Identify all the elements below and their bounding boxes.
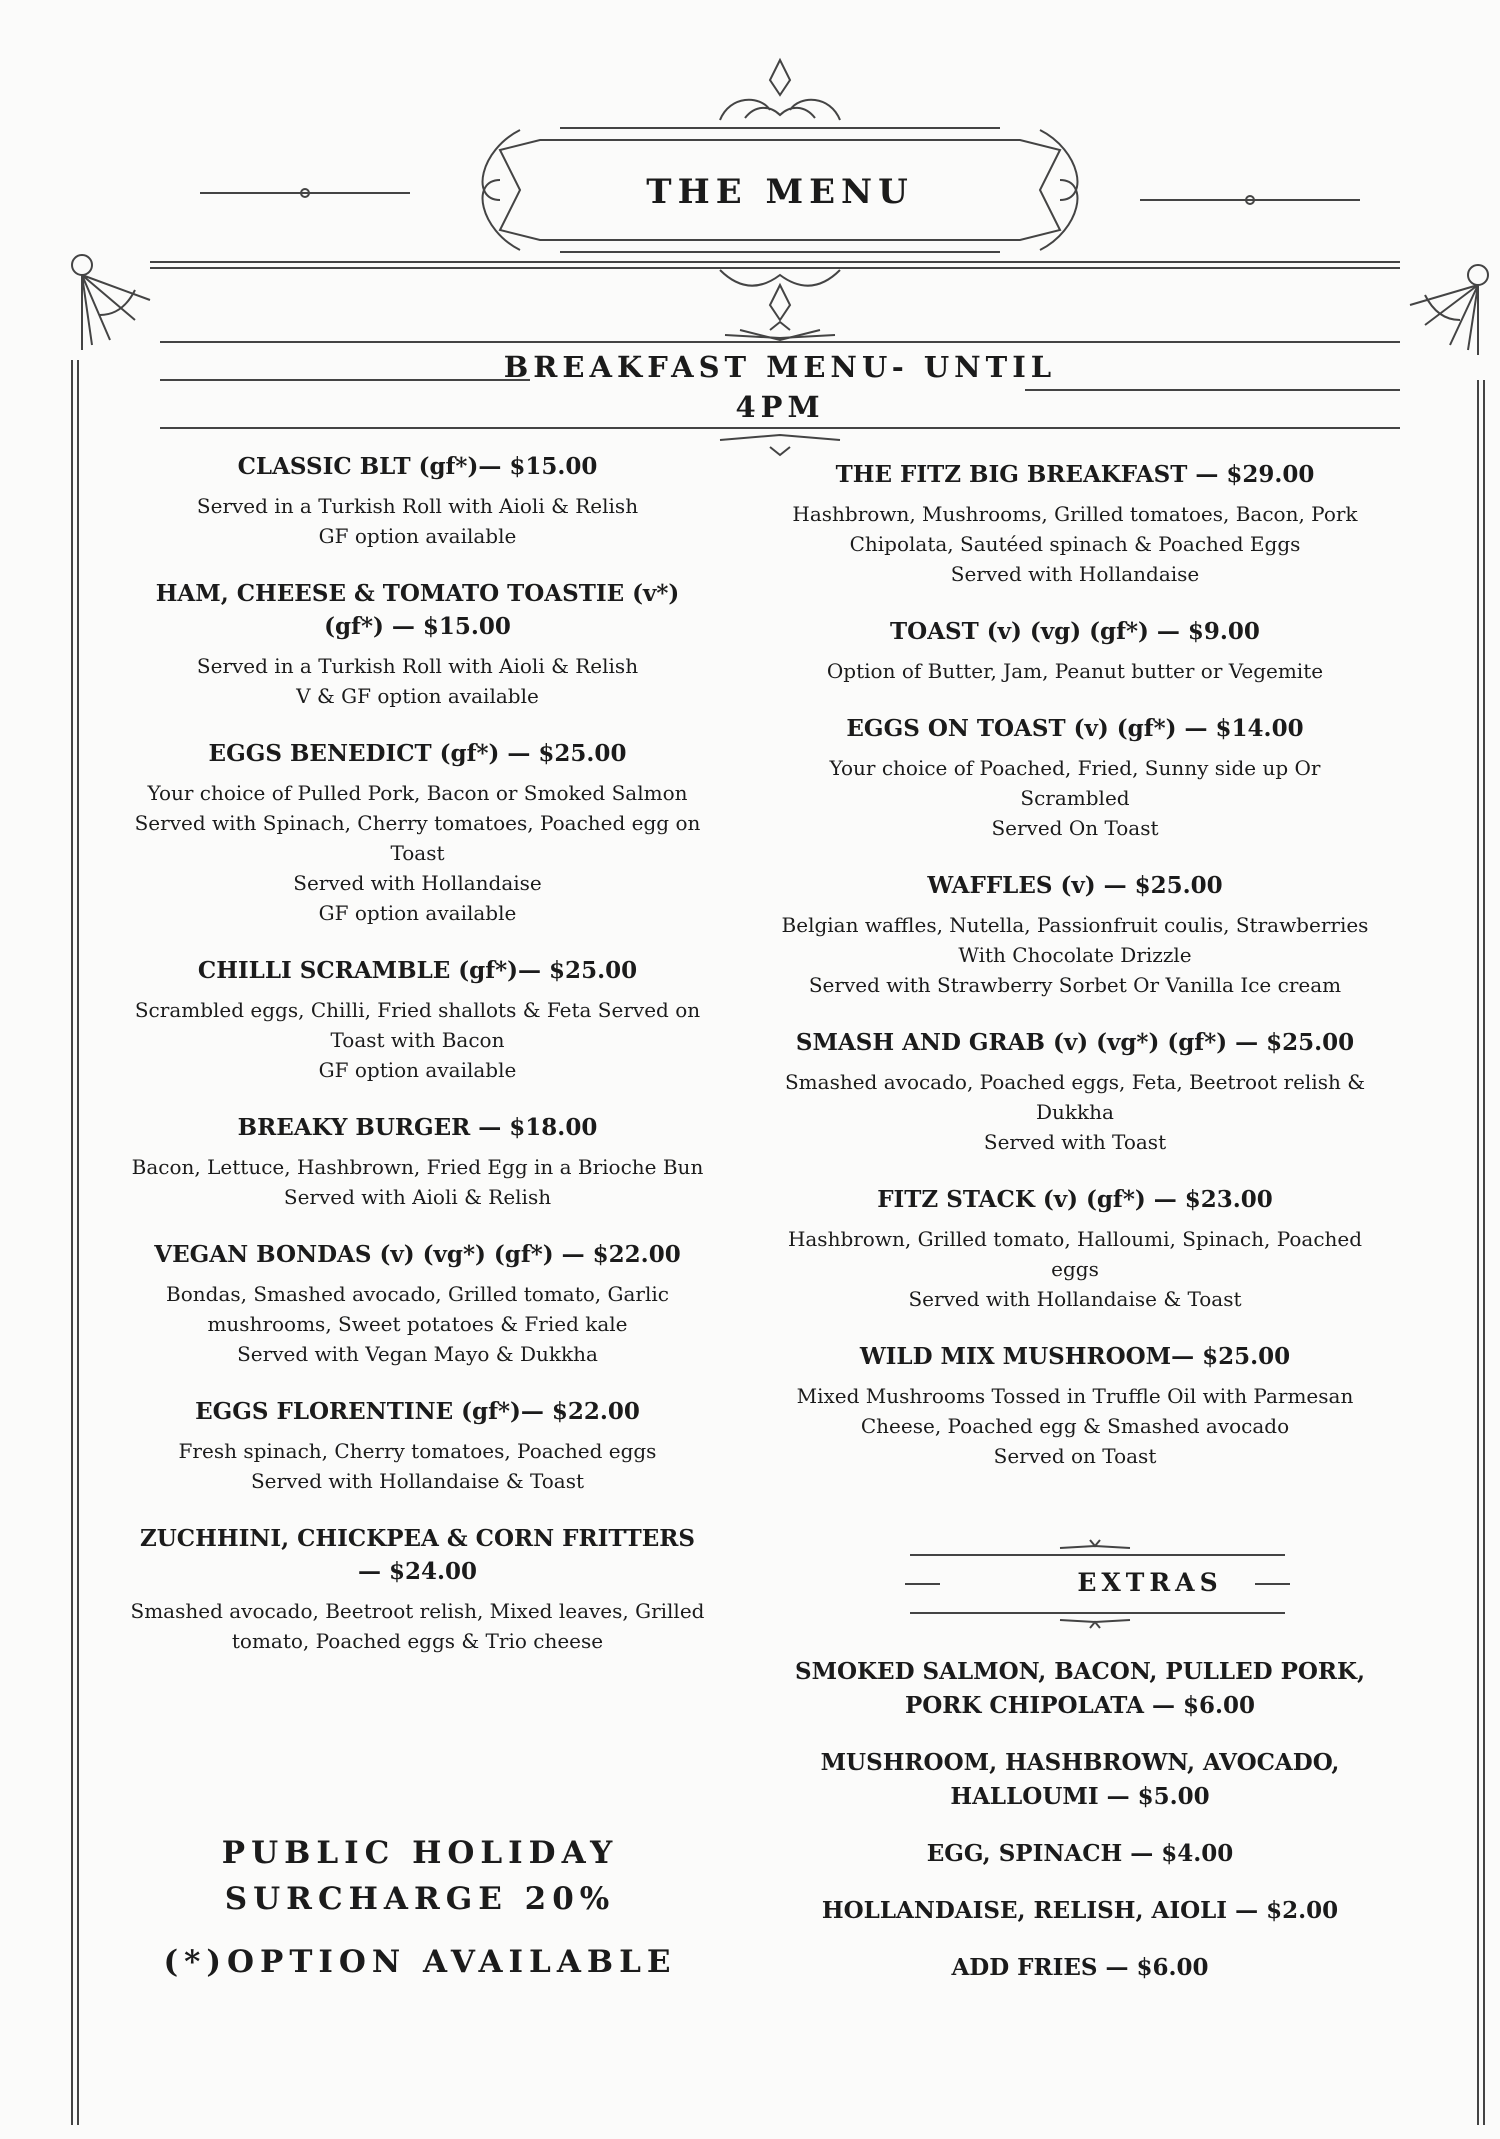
subtitle-line-2: 4PM (735, 390, 825, 424)
menu-item-description-line: Served with Hollandaise & Toast (908, 1287, 1242, 1311)
menu-item (775, 458, 1375, 589)
extra-item: MUSHROOM, HASHBROWN, AVOCADO, HALLOUMI — $5.00 (820, 1749, 1340, 1810)
menu-item-description-line: Your choice of Pulled Pork, Bacon or Smoked Salmon (147, 781, 688, 805)
menu-item-description-line: Served with Hollandaise (293, 871, 542, 895)
menu-item-name: EGGS FLORENTINE (gf*)— $22.00 (195, 1398, 640, 1425)
menu-item-description-line: Bondas, Smashed avocado, Grilled tomato, Garlic mushrooms, Sweet potatoes & Fried kale (166, 1282, 669, 1336)
menu-item (775, 869, 1375, 1000)
menu-item (130, 1395, 705, 1496)
menu-item-name: EGGS ON TOAST (v) (gf*) — $14.00 (846, 715, 1304, 742)
menu-item-description-line: Served with Hollandaise & Toast (250, 1469, 585, 1493)
section-subtitle (0, 347, 1500, 427)
menu-item-description-line: GF option available (318, 524, 517, 548)
menu-item-name: WAFFLES (v) — $25.00 (927, 872, 1223, 899)
menu-item (130, 450, 705, 551)
menu-item (130, 577, 705, 711)
menu-item-name: EGGS BENEDICT (gf*) — $25.00 (208, 740, 627, 767)
menu-item-description-line: Served with Aioli & Relish (283, 1185, 552, 1209)
menu-item-description (130, 1596, 705, 1656)
menu-item-description-line: Option of Butter, Jam, Peanut butter or Vegemite (826, 659, 1324, 683)
menu-item (130, 954, 705, 1085)
surcharge-notice (140, 1830, 700, 1922)
menu-item-description-line: V & GF option available (296, 684, 539, 708)
menu-item-description-line: Served in a Turkish Roll with Aioli & Relish (196, 494, 639, 518)
menu-item-description (130, 778, 705, 928)
menu-item-name: VEGAN BONDAS (v) (vg*) (gf*) — $22.00 (154, 1241, 681, 1268)
menu-item (130, 737, 705, 928)
menu-item-description-line: Hashbrown, Mushrooms, Grilled tomatoes, Bacon, Pork Chipolata, Sautéed spinach & Poached Eggs (792, 502, 1358, 556)
menu-item (130, 1522, 705, 1656)
menu-item-name: FITZ STACK (v) (gf*) — $23.00 (877, 1186, 1273, 1213)
menu-item (775, 1183, 1375, 1314)
menu-item-description (775, 1381, 1375, 1471)
menu-item-description (775, 656, 1375, 686)
menu-item (130, 1111, 705, 1212)
subtitle-line-1: BREAKFAST MENU- UNTIL (503, 350, 1057, 384)
menu-title: THE MENU (646, 172, 914, 212)
menu-item-name: HAM, CHEESE & TOMATO TOASTIE (v*)(gf*) — $15.00 (155, 580, 680, 640)
extra-item: EGG, SPINACH — $4.00 (926, 1840, 1234, 1867)
menu-item-description (775, 910, 1375, 1000)
menu-item-description-line: Served On Toast (991, 816, 1159, 840)
menu-item (775, 1026, 1375, 1157)
option-note: (*)OPTION AVAILABLE (163, 1944, 677, 1980)
menu-item-description (775, 499, 1375, 589)
menu-item-name: BREAKY BURGER — $18.00 (237, 1114, 598, 1141)
menu-item-description-line: Served with Strawberry Sorbet Or Vanilla Ice cream (808, 973, 1342, 997)
menu-item-description-line: Scrambled eggs, Chilli, Fried shallots & Feta Served on Toast with Bacon (134, 998, 701, 1052)
extra-item: HOLLANDAISE, RELISH, AIOLI — $2.00 (821, 1897, 1339, 1924)
menu-item-description-line: GF option available (318, 1058, 517, 1082)
menu-item-description (130, 651, 705, 711)
surcharge-line-1: PUBLIC HOLIDAY (221, 1835, 619, 1871)
menu-item-description-line: Bacon, Lettuce, Hashbrown, Fried Egg in a Brioche Bun (131, 1155, 704, 1179)
menu-item-description (130, 1279, 705, 1369)
menu-item-description (130, 1152, 705, 1212)
menu-item-description-line: Served with Hollandaise (950, 562, 1200, 586)
menu-item-description-line: GF option available (318, 901, 517, 925)
menu-item-description-line: Served on Toast (993, 1444, 1157, 1468)
menu-item-description-line: Hashbrown, Grilled tomato, Halloumi, Spinach, Poached eggs (787, 1227, 1363, 1281)
menu-item-description-line: Belgian waffles, Nutella, Passionfruit coulis, Strawberries With Chocolate Drizzle (781, 913, 1369, 967)
corner-ornament-left (72, 255, 150, 350)
menu-item-name: CHILLI SCRAMBLE (gf*)— $25.00 (197, 957, 638, 984)
menu-item-name: SMASH AND GRAB (v) (vg*) (gf*) — $25.00 (795, 1029, 1355, 1056)
menu-item-name: TOAST (v) (vg) (gf*) — $9.00 (890, 618, 1260, 645)
menu-item-name: THE FITZ BIG BREAKFAST — $29.00 (835, 461, 1315, 488)
extra-item: SMOKED SALMON, BACON, PULLED PORK, PORK CHIPOLATA — $6.00 (794, 1658, 1366, 1719)
menu-item-description-line: Served in a Turkish Roll with Aioli & Relish (196, 654, 639, 678)
menu-item-name: ZUCHHINI, CHICKPEA & CORN FRITTERS — $24.00 (139, 1525, 696, 1585)
corner-ornament-right (1410, 265, 1488, 355)
menu-item-description (130, 491, 705, 551)
menu-item-description (775, 1067, 1375, 1157)
menu-item-description (130, 1436, 705, 1496)
menu-item-description-line: Served with Spinach, Cherry tomatoes, Poached egg on Toast (134, 811, 701, 865)
menu-item-description-line: Mixed Mushrooms Tossed in Truffle Oil with Parmesan Cheese, Poached egg & Smashed avocado (796, 1384, 1354, 1438)
menu-item-description (775, 753, 1375, 843)
menu-item-description (130, 995, 705, 1085)
extras-list (760, 1655, 1400, 2008)
extra-item: ADD FRIES — $6.00 (951, 1954, 1209, 1981)
menu-item-description (775, 1224, 1375, 1314)
menu-item (775, 712, 1375, 843)
menu-item-name: WILD MIX MUSHROOM— $25.00 (859, 1343, 1291, 1370)
menu-item-description-line: Smashed avocado, Beetroot relish, Mixed leaves, Grilled tomato, Poached eggs & Trio cheese (130, 1599, 705, 1653)
menu-item (775, 615, 1375, 686)
extras-title: EXTRAS (1077, 1568, 1223, 1597)
menu-item-description-line: Smashed avocado, Poached eggs, Feta, Beetroot relish & Dukkha (784, 1070, 1366, 1124)
menu-item-description-line: Served with Toast (983, 1130, 1167, 1154)
menu-item-description-line: Served with Vegan Mayo & Dukkha (237, 1342, 598, 1366)
menu-item-description-line: Fresh spinach, Cherry tomatoes, Poached eggs (178, 1439, 657, 1463)
menu-item (775, 1340, 1375, 1471)
menu-column-right (775, 458, 1375, 1497)
menu-item (130, 1238, 705, 1369)
menu-column-left (130, 450, 705, 1682)
menu-item-description-line: Your choice of Poached, Fried, Sunny side up Or Scrambled (829, 756, 1321, 810)
surcharge-line-2: SURCHARGE 20% (224, 1881, 616, 1917)
menu-item-name: CLASSIC BLT (gf*)— $15.00 (237, 453, 598, 480)
